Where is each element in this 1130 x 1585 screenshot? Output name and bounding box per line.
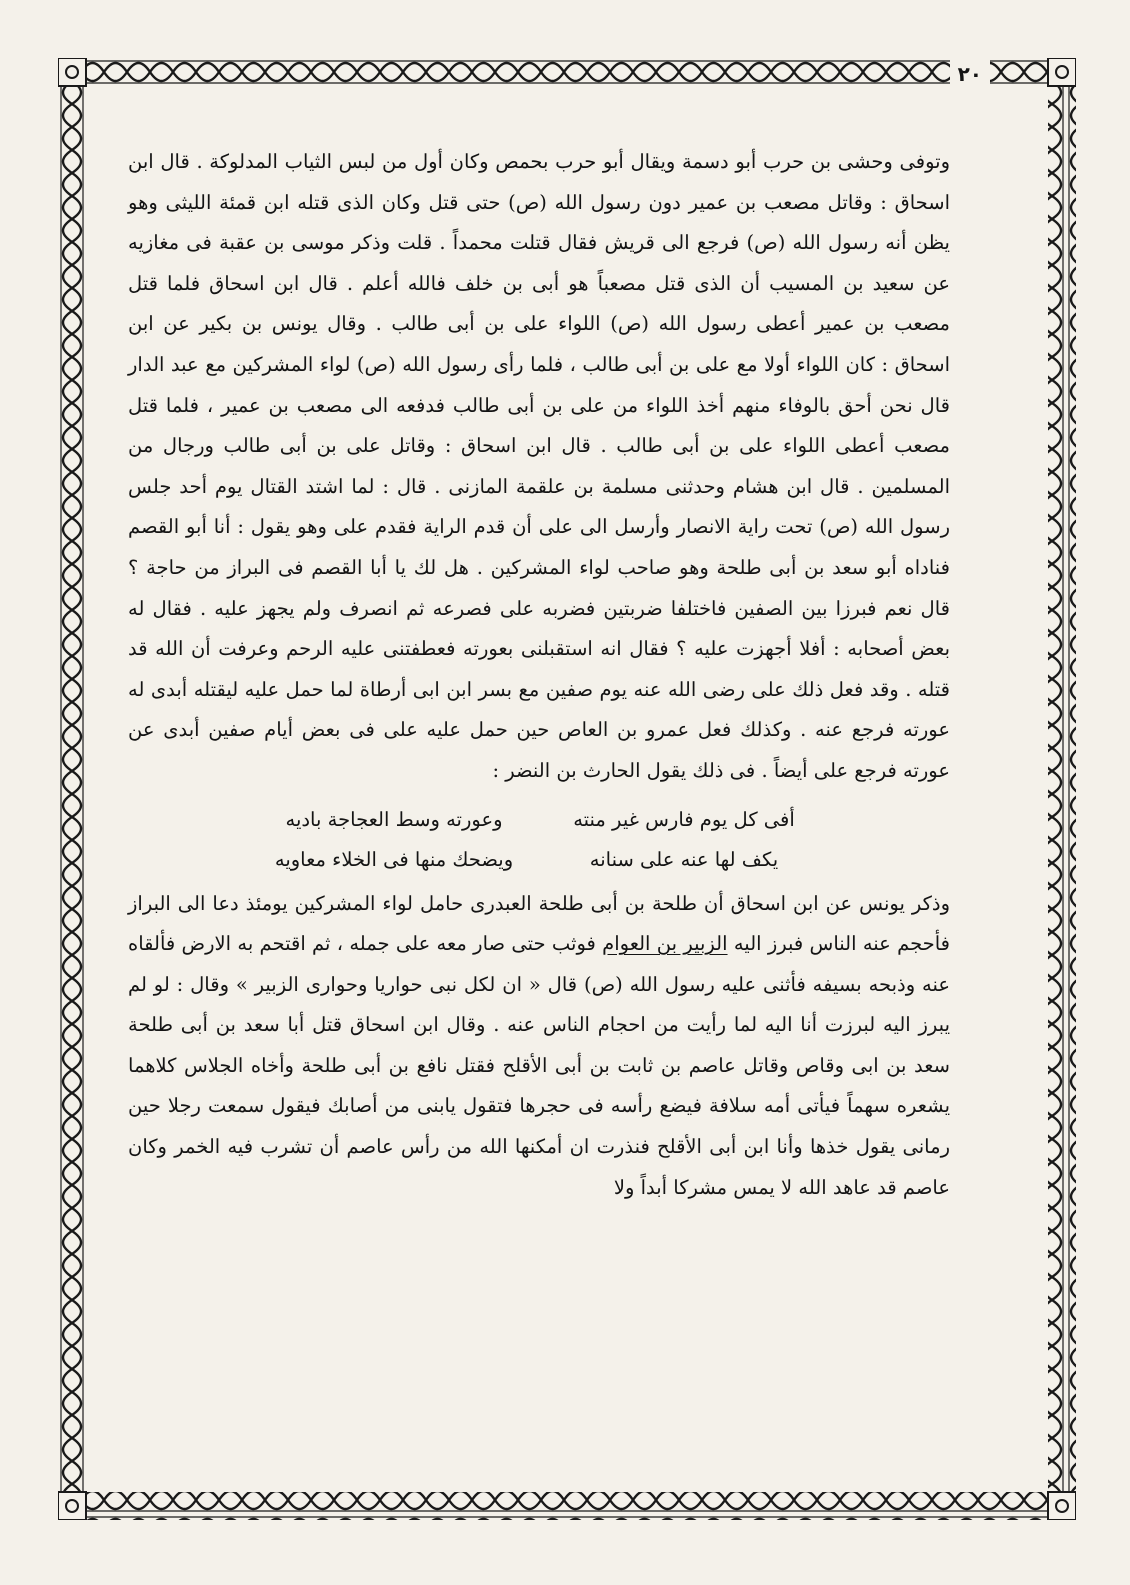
verse-hemistich-left: وعورته وسط العجاجة باديه: [285, 807, 503, 831]
paragraph-closing: [128, 884, 950, 1209]
closing-text-start: وذكر يونس عن ابن اسحاق أن طلحة بن أبى طلحة العبدرى حامل لواء المشركين يومئذ دعا الى البراز فأحجم عنه الناس فبرز اليه: [128, 891, 950, 956]
poem-verse: [128, 800, 950, 840]
paragraph-main: وتوفى وحشى بن حرب أبو دسمة ويقال أبو حرب بحمص وكان أول من لبس الثياب المدلوكة . قال ابن اسحاق : وقاتل مصعب بن عمير دون رسول الله (ص) حتى قتل وكان الذى قتله ابن قمئة الليثى وهو يظن أنه رسول الله (ص) فرجع الى قريش فقال قتلت محمداً . قلت وذكر موسى بن عقبة فى مغازيه عن سعيد بن المسيب أن الذى قتل مصعباً هو أبى بن خلف فالله أعلم . قال ابن اسحاق فلما قتل مصعب بن عمير أعطى رسول الله (ص) اللواء على بن أبى طالب . وقال يونس بن بكير عن ابن اسحاق : كان اللواء أولا مع على بن أبى طالب ، فلما رأى رسول الله (ص) لواء المشركين مع عبد الدار قال نحن أحق بالوفاء منهم أخذ اللواء من على بن أبى طالب فدفعه الى مصعب بن عمير ، فلما قتل مصعب أعطى اللواء على بن أبى طالب . قال ابن اسحاق : وقاتل على بن أبى طالب ورجال من المسلمين . قال ابن هشام وحدثنى مسلمة بن علقمة المازنى . قال : لما اشتد القتال يوم أحد جلس رسول الله (ص) تحت راية الانصار وأرسل الى على أن قدم الراية فقدم على وهو يقول : أنا أبو القصم فناداه أبو سعد بن أبى طلحة وهو صاحب لواء المشركين . هل لك يا أبا القصم فى البراز من حاجة ؟ قال نعم فبرزا بين الصفين فاختلفا ضربتين فضربه على فصرعه ثم انصرف ولم يجهز عليه . فقال له بعض أصحابه : أفلا أجهزت عليه ؟ فقال انه استقبلنى بعورته فعطفتنى عليه الرحم وعرفت أن الله قد قتله . وقد فعل ذلك على رضى الله عنه يوم صفين مع بسر ابن ابى أرطاة لما حمل عليه ليقتله أبدى له عورته فرجع عنه . وكذلك فعل عمرو بن العاص حين حمل عليه على فى بعض أيام صفين أبدى عن عورته فرجع على أيضاً . فى ذلك يقول الحارث بن النضر :: [128, 150, 950, 782]
verse-hemistich-left: ويضحك منها فى الخلاء معاويه: [274, 847, 514, 871]
verse-hemistich-right: أفى كل يوم فارس غير منته: [573, 807, 795, 831]
verse-hemistich-right: يكف لها عنه على سنانه: [589, 847, 779, 871]
poem: [128, 800, 950, 880]
underlined-name: الزبير بن العوام: [602, 932, 728, 956]
poem-verse: [128, 840, 950, 880]
page-number: ٢٠: [950, 58, 990, 90]
page-body: [128, 142, 950, 1482]
closing-text-end: فوثب حتى صار معه على جمله ، ثم اقتحم به الارض فألقاه عنه وذبحه بسيفه فأثنى عليه رسول الله (ص) قال « ان لكل نبى حواريا وحوارى الزبير » وقال : لو لم يبرز اليه لبرزت أنا اليه لما رأيت من احجام الناس عنه . وقال ابن اسحاق قتل أبا سعد بن أبى طلحة سعد بن ابى وقاص وقاتل عاصم بن ثابت بن أبى الأقلح فقتل نافع بن أبى طلحة وأخاه الجلاس كلاهما يشعره سهماً فيأتى أمه سلافة فيضع رأسه فى حجرها فتقول يابنى من أصابك فيقول سمعت رجلا حين رمانى يقول خذها وأنا ابن أبى الأقلح فنذرت ان أمكنها الله من رأس عاصم أن تشرب فيه الخمر وكان عاصم قد عاهد الله لا يمس مشركا أبداً ولا: [128, 932, 950, 1199]
